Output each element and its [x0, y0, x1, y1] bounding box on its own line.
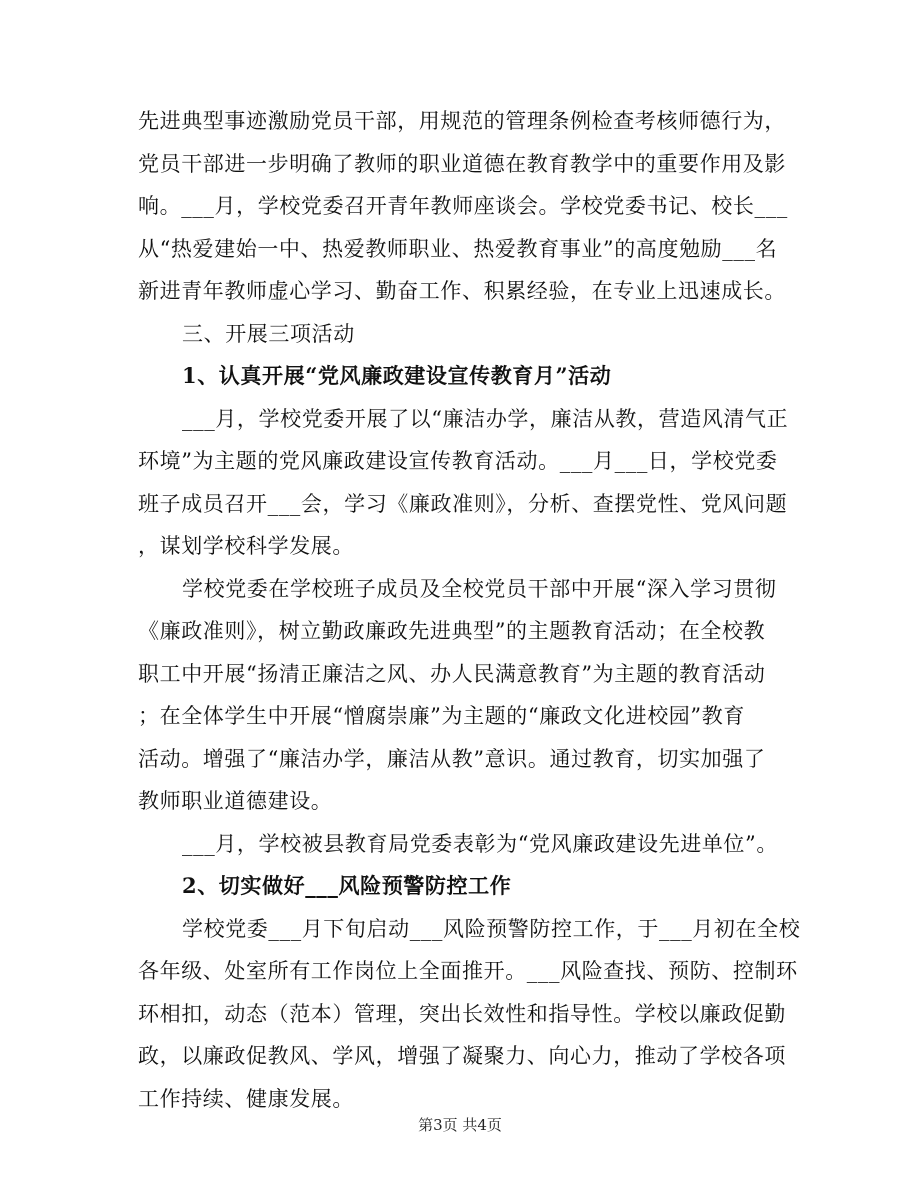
paragraph-line: 教师职业道德建设。 [138, 789, 333, 813]
paragraph-line: 学校党委___月下旬启动___风险预警防控工作，于___月初在全校 [182, 916, 801, 941]
paragraph-line: 工作持续、健康发展。 [138, 1086, 354, 1111]
paragraph-line: 先进典型事迹激励党员干部，用规范的管理条例检查考核师德行为， [138, 109, 786, 133]
paragraph-line: 活动。增强了“廉洁办学，廉洁从教”意识。通过教育，切实加强了 [138, 746, 766, 771]
paragraph-line: 职工中开展“扬清正廉洁之风、办人民满意教育”为主题的教育活动 [138, 661, 766, 686]
paragraph-line: 学校党委在学校班子成员及全校党员干部中开展“深入学习贯彻 [182, 576, 777, 601]
paragraph-line: ；在全体学生中开展“憎腐崇廉”为主题的“廉政文化进校园”教育 [138, 704, 745, 728]
paragraph-line: 政，以廉政促教风、学风，增强了凝聚力、向心力，推动了学校各项 [138, 1044, 786, 1068]
paragraph-line: 新进青年教师虚心学习、勤奋工作、积累经验，在专业上迅速成长。 [138, 279, 786, 303]
paragraph-line: 从“热爱建始一中、热爱教师职业、热爱教育事业”的高度勉励___名 [138, 236, 778, 261]
paragraph-line: 《廉政准则》，树立勤政廉政先进典型”的主题教育活动；在全校教 [138, 619, 766, 643]
paragraph-line: 班子成员召开___会，学习《廉政准则》，分析、查摆党性、党风问题 [138, 491, 788, 516]
paragraph-line: ___月，学校被县教育局党委表彰为“党风廉政建设先进单位”。 [182, 831, 778, 856]
paragraph-line: 党员干部进一步明确了教师的职业道德在教育教学中的重要作用及影 [138, 151, 786, 176]
paragraph-line: ___月，学校党委开展了以“廉洁办学，廉洁从教，营造风清气正 [182, 406, 789, 431]
page-footer: 第3页 共4页 [418, 1116, 502, 1134]
paragraph-line: 响。___月，学校党委召开青年教师座谈会。学校党委书记、校长___ [138, 194, 788, 218]
paragraph-line: 环境”为主题的党风廉政建设宣传教育活动。___月___日，学校党委 [138, 449, 778, 473]
subsection-heading-1: 1、认真开展“党风廉政建设宣传教育月”活动 [182, 363, 612, 388]
document-body [138, 100, 801, 1120]
section-heading: 三、开展三项活动 [182, 321, 355, 346]
paragraph-line: 环相扣，动态（范本）管理，突出长效性和指导性。学校以廉政促勤 [138, 1001, 786, 1026]
paragraph-line: ，谋划学校科学发展。 [138, 534, 354, 558]
paragraph-line: 各年级、处室所有工作岗位上全面推开。___风险查找、预防、控制环 [138, 959, 798, 983]
subsection-heading-2: 2、切实做好___风险预警防控工作 [182, 873, 512, 898]
